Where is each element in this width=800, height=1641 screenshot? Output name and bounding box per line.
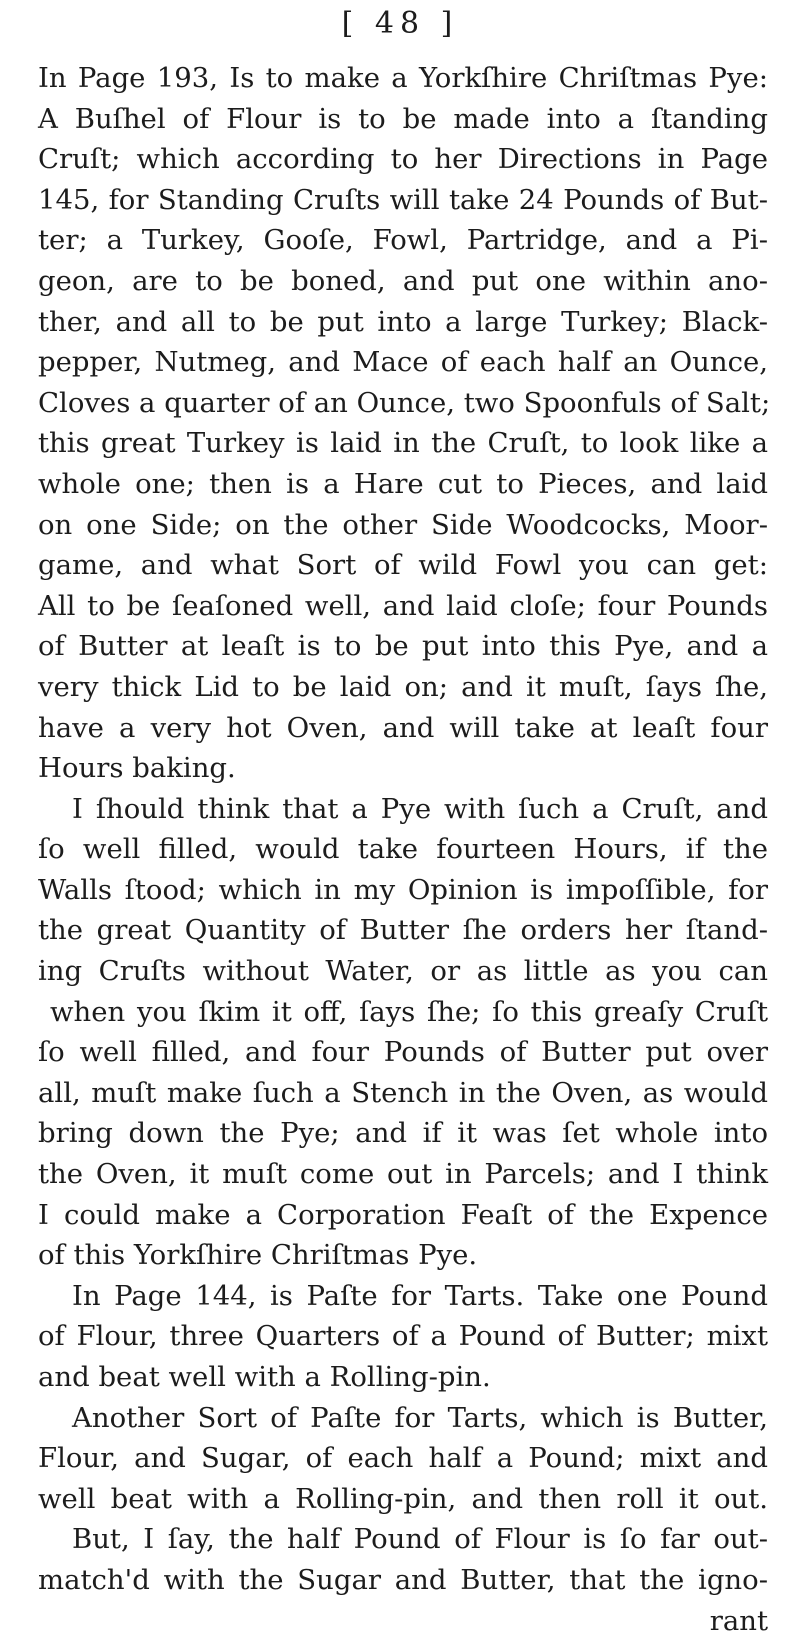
text-line: have a very hot Oven, and will take at leaſt four [38,711,768,744]
text-line: match'd with the Sugar and Butter, that the igno- [38,1563,768,1596]
text-line: bring down the Pye; and if it was ſet whole into [38,1117,768,1150]
text-line: the great Quantity of Butter ſhe orders her ſtand- [38,914,768,947]
text-line: ter; a Turkey, Gooſe, Fowl, Partridge, and a Pi- [38,224,768,257]
text-line: In Page 193, Is to make a Yorkſhire Chriſtmas Pye: [38,62,768,94]
text-line: of Flour, three Quarters of a Pound of Butter; mixt [38,1320,768,1353]
text-line: Flour, and Sugar, of each half a Pound; mixt and [38,1442,768,1475]
text-line: All to be ſeaſoned well, and laid cloſe; four Pounds [38,589,768,622]
text-line: A Buſhel of Flour is to be made into a ſtanding [38,102,768,135]
text-line: Another Sort of Paſte for Tarts, which is Butter, [72,1401,768,1434]
text-line: ſo well filled, and four Pounds of Butter put over [38,1036,768,1069]
text-line: ſo well filled, would take fourteen Hours, if the [38,833,768,866]
text-line: well beat with a Rolling-pin, and then roll it out. [38,1482,768,1515]
text-line: of Butter at leaſt is to be put into this Pye, and a [38,630,768,663]
text-line: and beat well with a Rolling-pin. [38,1361,491,1393]
text-line: all, muſt make ſuch a Stench in the Oven, as would [38,1076,768,1109]
text-line: of this Yorkſhire Chriſtmas Pye. [38,1239,478,1272]
text-line: I could make a Corporation Feaſt of the Expence [38,1198,768,1231]
text-line: on one Side; on the other Side Woodcocks, Moor- [38,508,768,541]
text-line: Walls ſtood; which in my Opinion is impoſſible, for [38,873,768,906]
text-line: geon, are to be boned, and put one within ano- [38,264,768,297]
text-line: In Page 144, is Paſte for Tarts. Take one Pound [72,1279,768,1312]
catchword: rant [709,1604,768,1637]
text-line: whole one; then is a Hare cut to Pieces, and laid [38,467,768,500]
page-number: [ 48 ] [341,6,459,41]
text-line: ing Cruſts without Water, or as little as you can [38,955,768,988]
text-line: But, I ſay, the half Pound of Flour is ſo far out- [72,1523,768,1556]
text-line: Hours baking. [38,752,236,785]
text-line: Cruſt; which according to her Directions in Page [38,143,768,176]
text-line: very thick Lid to be laid on; and it muſt, ſays ſhe, [38,670,768,703]
text-line: Cloves a quarter of an Ounce, two Spoonfuls of Salt; [38,386,771,419]
text-line: this great Turkey is laid in the Cruſt, to look like a [38,427,768,460]
text-line: game, and what Sort of wild Fowl you can get: [38,549,768,582]
text-line: the Oven, it muſt come out in Parcels; and I think [38,1158,768,1191]
text-line: 145, for Standing Cruſts will take 24 Pounds of But- [38,183,768,216]
text-line: when you ſkim it off, ſays ſhe; ſo this greaſy Cruſt [50,995,768,1028]
text-line: ther, and all to be put into a large Turkey; Black- [38,305,768,338]
text-line: pepper, Nutmeg, and Mace of each half an Ounce, [38,346,768,379]
text-line: I ſhould think that a Pye with ſuch a Cruſt, and [72,792,768,825]
page-body-text [38,58,771,1641]
